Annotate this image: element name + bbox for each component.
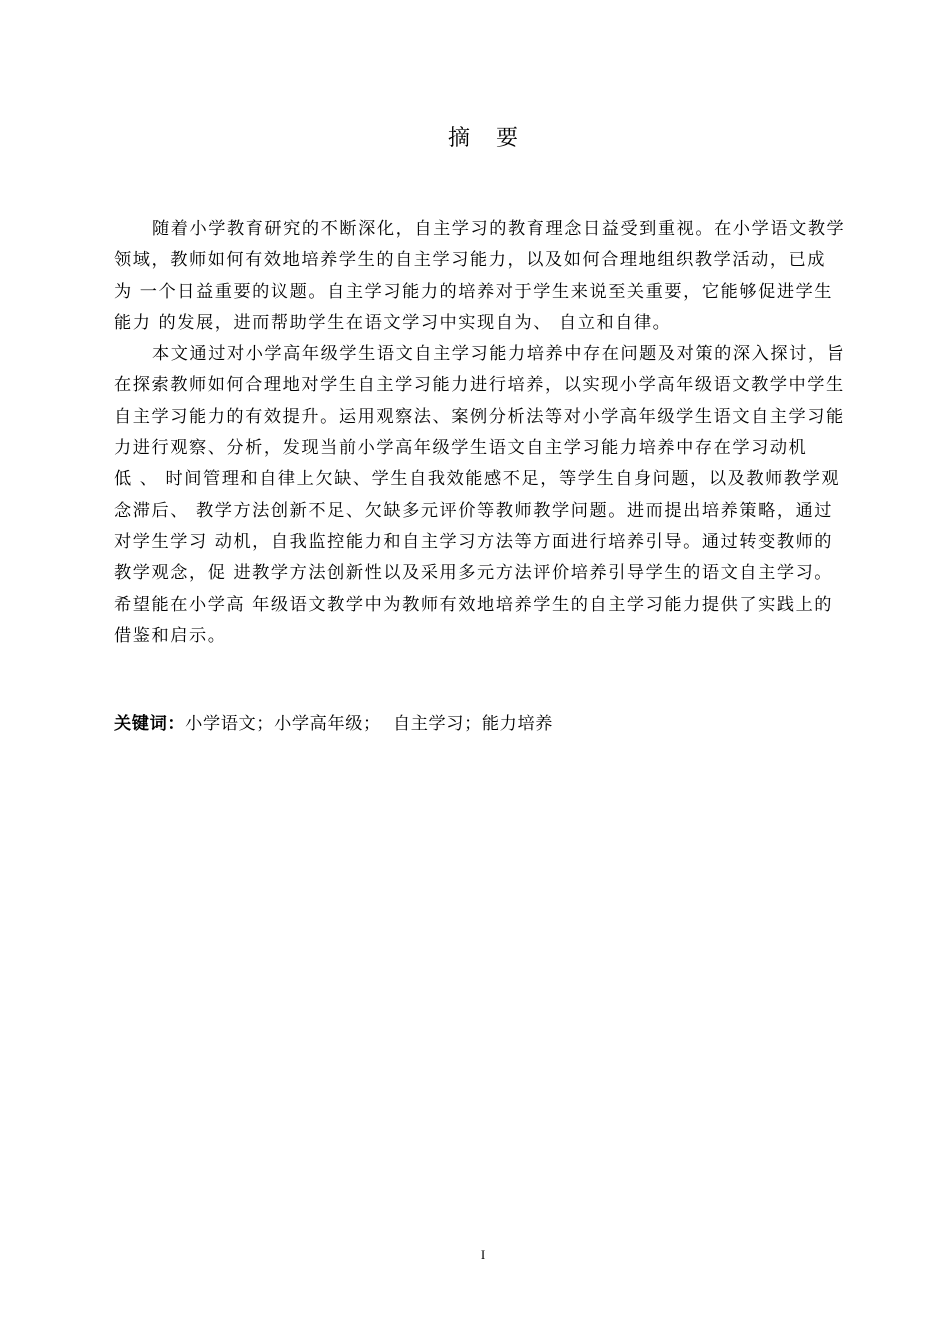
title-char-2: 要 [496, 126, 519, 151]
keywords-label: 关键词： [114, 714, 186, 734]
text-line: 为 一个日益重要的议题。自主学习能力的培养对于学生来说至关重要，它能够促进学生 [114, 281, 834, 302]
abstract-title [0, 122, 950, 156]
paragraph-2 [114, 339, 856, 652]
page-number: I [480, 1247, 486, 1262]
keywords [114, 709, 553, 739]
title-char-1: 摘 [447, 126, 470, 151]
text-line: 念滞后、 教学方法创新不足、欠缺多元评价等教师教学问题。进而提出培养策略，通过 [114, 500, 834, 521]
text-line: 领域，教师如何有效地培养学生的自主学习能力，以及如何合理地组织教学活动，已成 [114, 250, 827, 271]
keywords-value: 小学语文；小学高年级； 自主学习；能力培养 [185, 714, 554, 734]
text-line: 自主学习能力的有效提升。运用观察法、案例分析法等对小学高年级学生语文自主学习能 [114, 406, 845, 427]
abstract-body [114, 214, 856, 652]
text-line: 在探索教师如何合理地对学生自主学习能力进行培养，以实现小学高年级语文教学中学生 [114, 375, 845, 396]
text-line: 借鉴和启示。 [114, 625, 227, 646]
text-line: 随着小学教育研究的不断深化，自主学习的教育理念日益受到重视。在小学语文教学 [152, 219, 846, 239]
text-line: 能力 的发展，进而帮助学生在语文学习中实现自为、 自立和自律。 [114, 312, 672, 333]
text-line: 力进行观察、分析，发现当前小学高年级学生语文自主学习能力培养中存在学习动机 [114, 438, 808, 459]
text-line: 本文通过对小学高年级学生语文自主学习能力培养中存在问题及对策的深入探讨，旨 [152, 344, 846, 365]
text-line: 低 、 时间管理和自律上欠缺、学生自我效能感不足，等学生自身问题，以及教师教学观 [114, 469, 841, 490]
paragraph-1 [114, 214, 856, 339]
text-line: 对学生学习 动机，自我监控能力和自主学习方法等方面进行培养引导。通过转变教师的 [114, 531, 834, 552]
text-line: 希望能在小学高 年级语文教学中为教师有效地培养学生的自主学习能力提供了实践上的 [114, 594, 834, 615]
text-line: 教学观念，促 进教学方法创新性以及采用多元方法评价培养引导学生的语文自主学习。 [114, 563, 834, 584]
